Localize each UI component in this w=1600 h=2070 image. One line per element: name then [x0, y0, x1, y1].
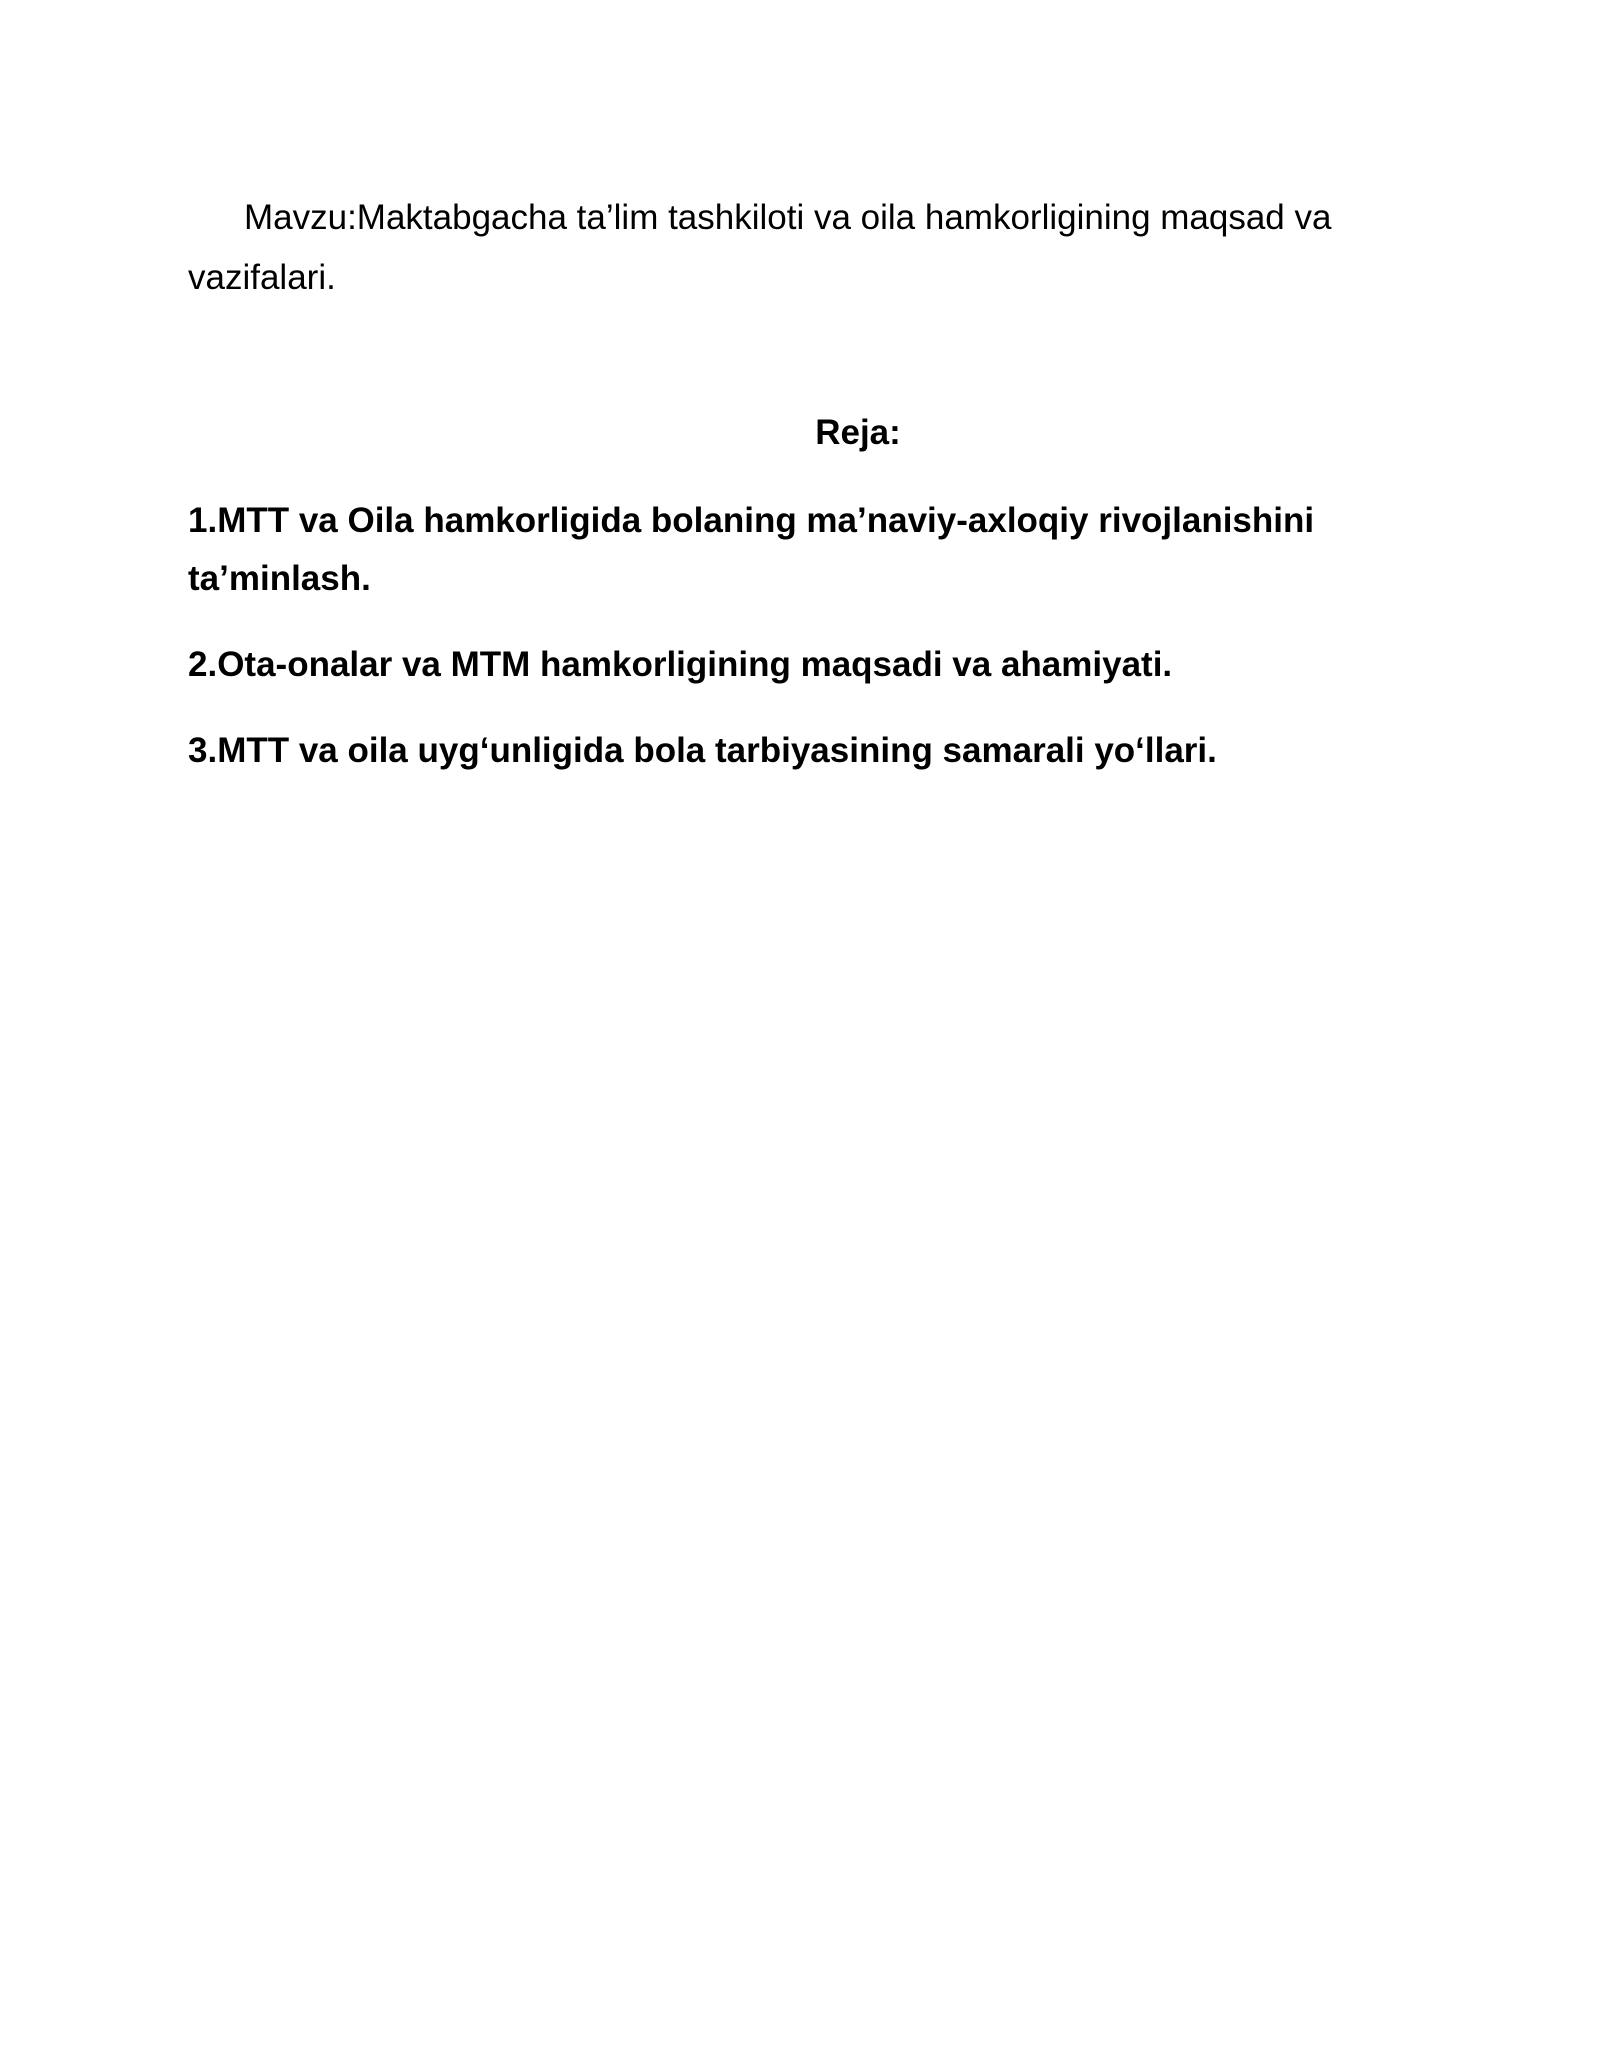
topic-paragraph: Mavzu:Maktabgacha ta’lim tashkiloti va oila hamkorligining maqsad va vazifalari.	[188, 198, 1332, 297]
plan-item-3: 3.MTT va oila uyg‘unligida bola tarbiyasining samarali yo‘llari.	[188, 731, 1217, 770]
plan-list	[188, 492, 1408, 808]
plan-item-2: 2.Ota-onalar va MTM hamkorligining maqsadi va ahamiyati.	[188, 645, 1173, 684]
plan-heading: Reja:	[815, 413, 901, 452]
plan-item-1: 1.MTT va Oila hamkorligida bolaning ma’naviy-axloqiy rivojlanishini ta’minlash.	[188, 501, 1315, 598]
